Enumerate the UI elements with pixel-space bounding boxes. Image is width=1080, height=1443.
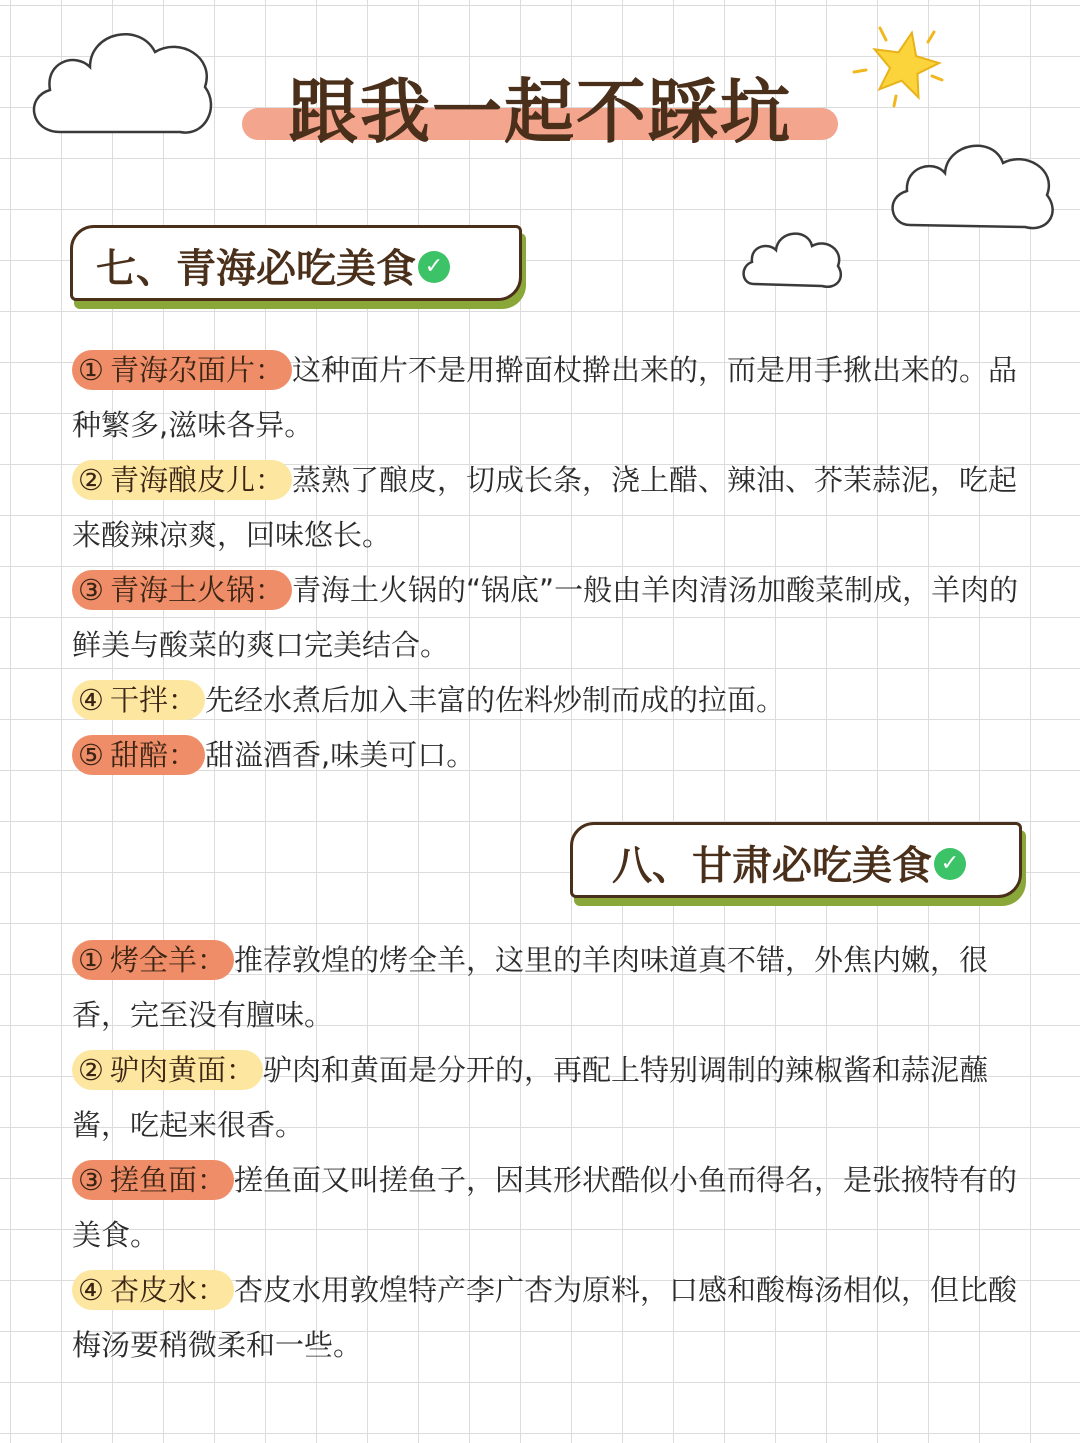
list-item [72, 1043, 1022, 1153]
item-label-badge: ③ 青海土火锅： [72, 570, 292, 610]
list-item [72, 728, 1022, 783]
item-description: 驴肉和黄面是分开的，再配上特别调制的辣椒酱和蒜泥蘸酱，吃起来很香。 [72, 1053, 989, 1142]
page-title: 跟我一起不踩坑 [288, 71, 792, 153]
item-description: 甜溢酒香,味美可口。 [205, 738, 476, 772]
page-title-block [240, 52, 840, 152]
item-label-badge: ⑤ 甜醅： [72, 735, 205, 775]
item-label-badge: ③ 搓鱼面： [72, 1160, 234, 1200]
item-label-badge: ① 青海尕面片： [72, 350, 292, 390]
list-item [72, 343, 1022, 453]
item-label-badge: ① 烤全羊： [72, 940, 234, 980]
item-description: 蒸熟了酿皮，切成长条，浇上醋、辣油、芥茉蒜泥，吃起来酸辣凉爽，回味悠长。 [72, 463, 1018, 552]
section-heading-gansu [570, 822, 1022, 898]
item-description: 推荐敦煌的烤全羊，这里的羊肉味道真不错，外焦内嫩，很香，完至没有膻味。 [72, 943, 989, 1032]
list-item [72, 1153, 1022, 1263]
section-heading-text: 七、青海必吃美食 [96, 246, 416, 292]
list-item [72, 673, 1022, 728]
section-heading-text: 八、甘肃必吃美食 [612, 843, 932, 889]
check-icon: ✓ [934, 848, 966, 880]
item-list-gansu [72, 933, 1022, 1373]
item-description: 搓鱼面又叫搓鱼子，因其形状酷似小鱼而得名，是张掖特有的美食。 [72, 1163, 1018, 1252]
item-description: 这种面片不是用擀面杖擀出来的，而是用手揪出来的。品种繁多,滋味各异。 [72, 353, 1018, 442]
list-item [72, 1263, 1022, 1373]
section-heading-qinghai [70, 225, 522, 301]
list-item [72, 563, 1022, 673]
item-description: 青海土火锅的“锅底”一般由羊肉清汤加酸菜制成，羊肉的鲜美与酸菜的爽口完美结合。 [72, 573, 1019, 662]
item-label-badge: ② 驴肉黄面： [72, 1050, 263, 1090]
item-description: 杏皮水用敦煌特产李广杏为原料，口感和酸梅汤相似，但比酸梅汤要稍微柔和一些。 [72, 1273, 1018, 1362]
cloud-icon [885, 125, 1060, 245]
item-label-badge: ② 青海酿皮儿： [72, 460, 292, 500]
item-description: 先经水煮后加入丰富的佐料炒制而成的拉面。 [205, 683, 786, 717]
cloud-icon [20, 12, 220, 162]
check-icon: ✓ [418, 251, 450, 283]
item-label-badge: ④ 干拌： [72, 680, 205, 720]
list-item [72, 453, 1022, 563]
list-item [72, 933, 1022, 1043]
item-list-qinghai [72, 343, 1022, 783]
star-icon [850, 20, 950, 110]
cloud-icon [738, 222, 846, 297]
item-label-badge: ④ 杏皮水： [72, 1270, 234, 1310]
